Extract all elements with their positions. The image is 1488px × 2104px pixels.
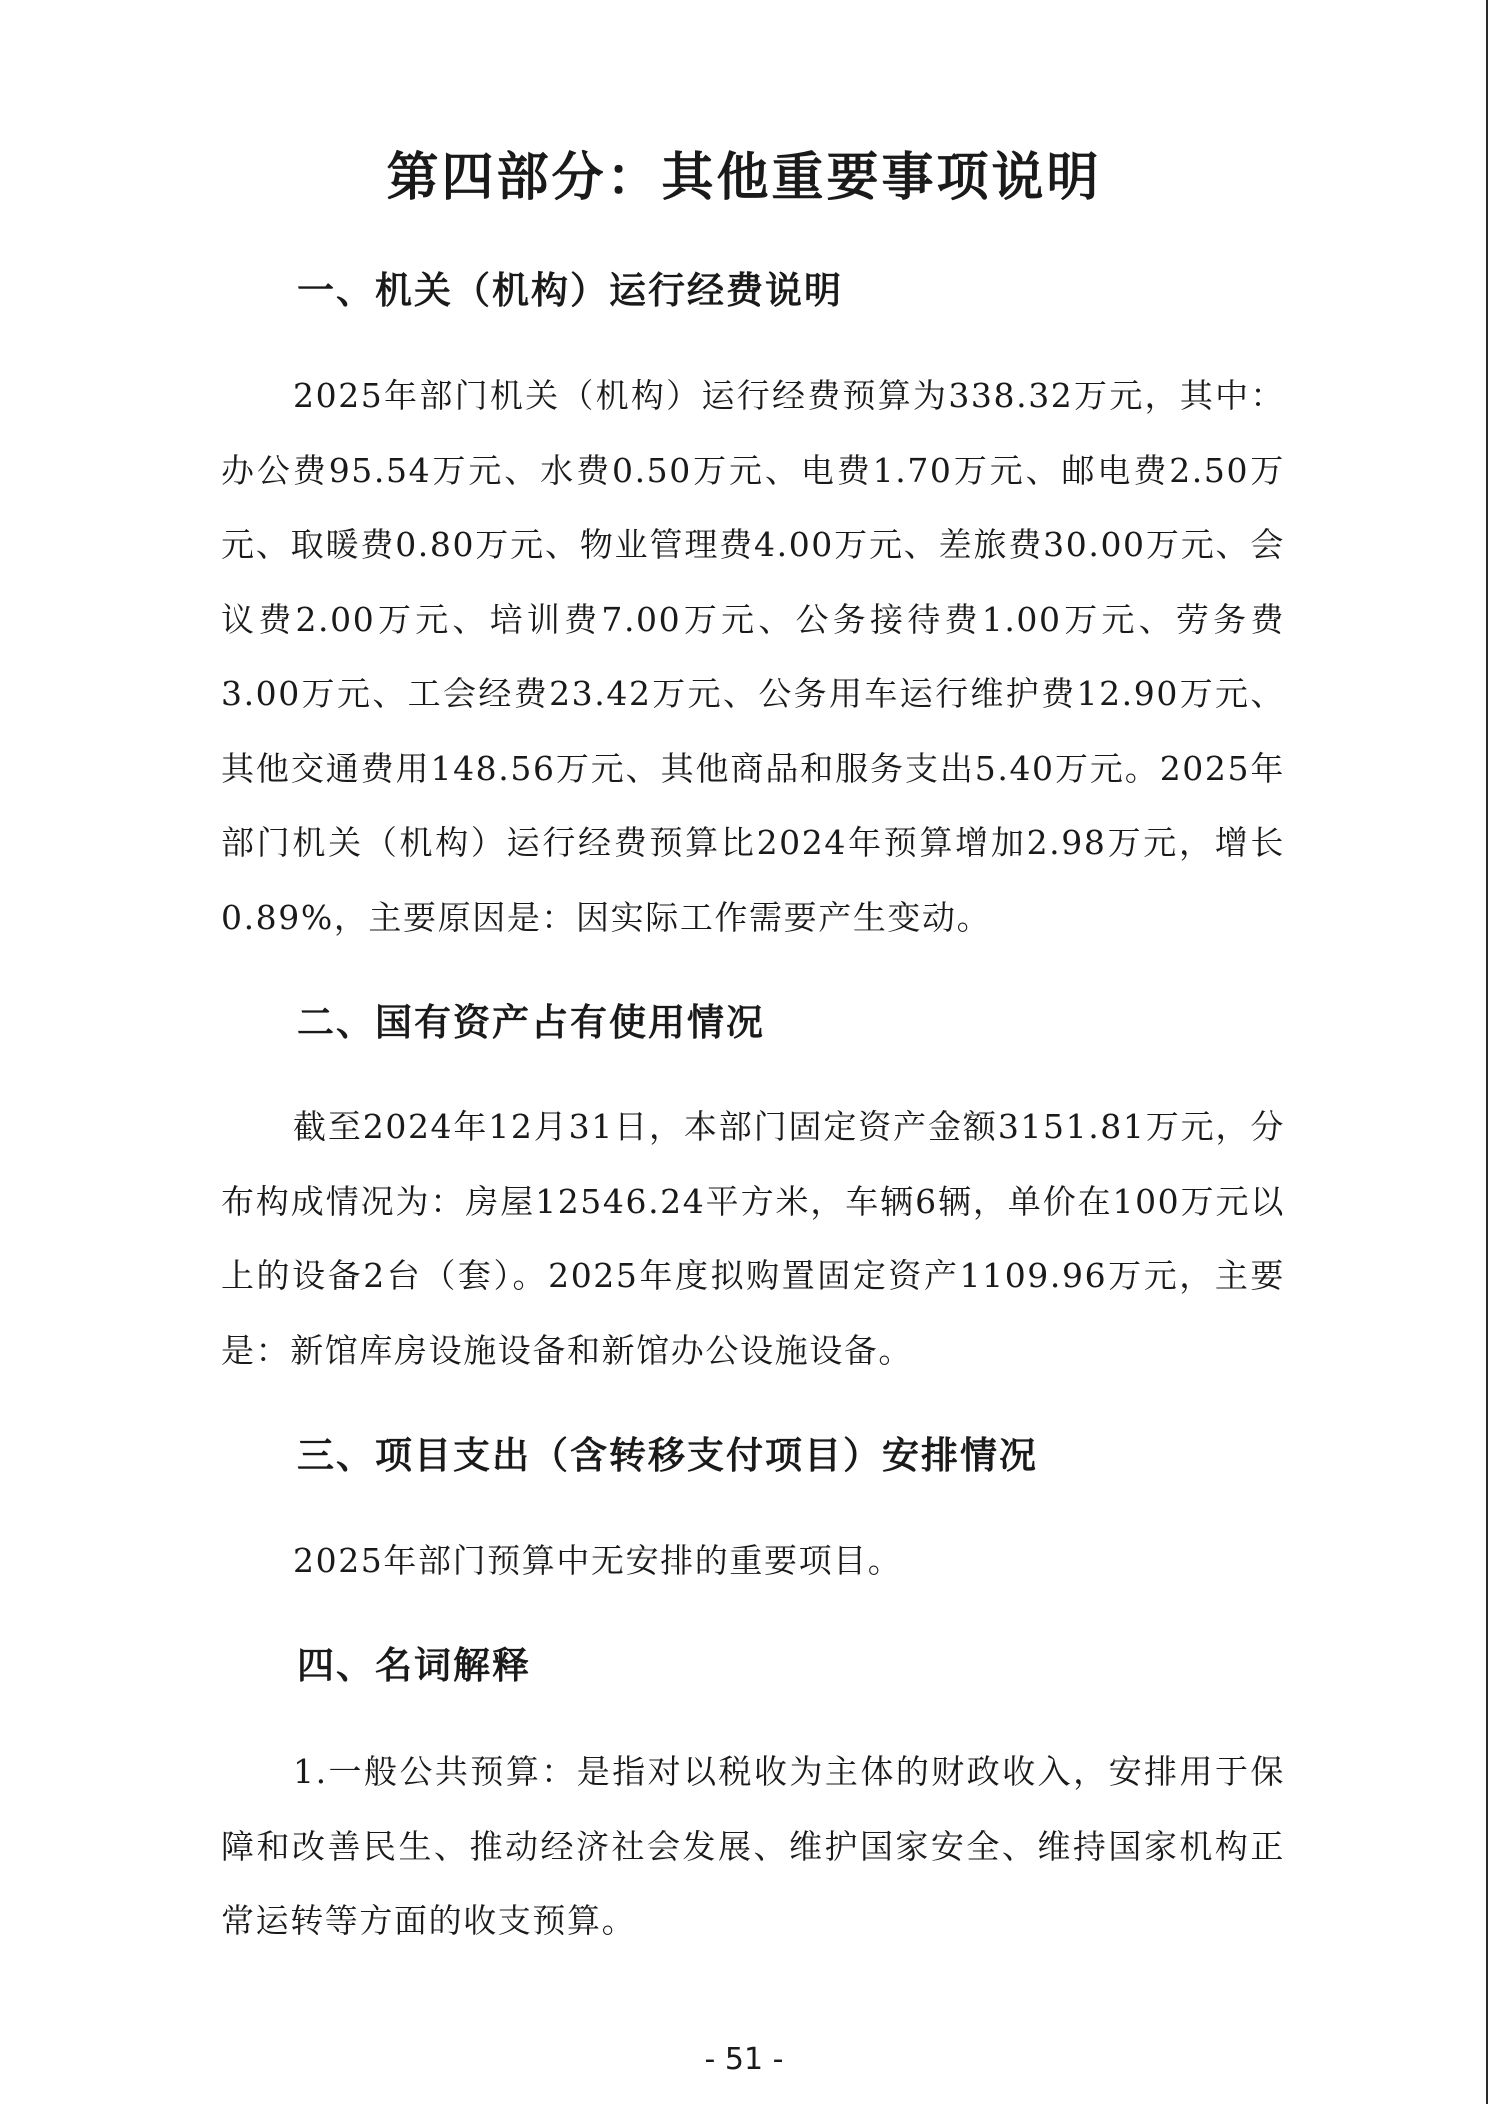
section-paragraph-project-expenditure: 2025年部门预算中无安排的重要项目。 (293, 1541, 903, 1580)
page-title: 第四部分：其他重要事项说明 (386, 148, 1102, 208)
page-number: - 51 - (704, 2042, 784, 2077)
section-heading-operating-expenses: 一、机关（机构）运行经费说明 (297, 269, 843, 312)
section-heading-glossary: 四、名词解释 (297, 1644, 531, 1687)
section-paragraph-operating-expenses: 2025年部门机关（机构）运行经费预算为338.32万元，其中：办公费95.54万元、水费0.50万元、电费1.70万元、邮电费2.50万元、取暖费0.80万元、物业管理费4.00万元、差旅费30.00万元、会议费2.00万元、培训费7.00万元、公务接待费1.00万元、劳务费3.00万元、工会经费23.42万元、公务用车运行维护费12.90万元、其他交通费用148.56万元、其他商品和服务支出5.40万元。2025年部门机关（机构）运行经费预算比2024年预算增加2.98万元，增长0.89%，主要原因是：因实际工作需要产生变动。 (221, 376, 1285, 937)
section-paragraph-state-assets: 截至2024年12月31日，本部门固定资产金额3151.81万元，分布构成情况为：房屋12546.24平方米，车辆6辆，单价在100万元以上的设备2台（套）。2025年度拟购置固定资产1109.96万元，主要是：新馆库房设施设备和新馆办公设施设备。 (221, 1107, 1285, 1370)
section-heading-state-assets: 二、国有资产占有使用情况 (297, 1001, 765, 1044)
section-paragraph-glossary: 1.一般公共预算：是指对以税收为主体的财政收入，安排用于保障和改善民生、推动经济社会发展、维护国家安全、维持国家机构正常运转等方面的收支预算。 (221, 1752, 1285, 1940)
section-heading-project-expenditure: 三、项目支出（含转移支付项目）安排情况 (297, 1434, 1038, 1477)
